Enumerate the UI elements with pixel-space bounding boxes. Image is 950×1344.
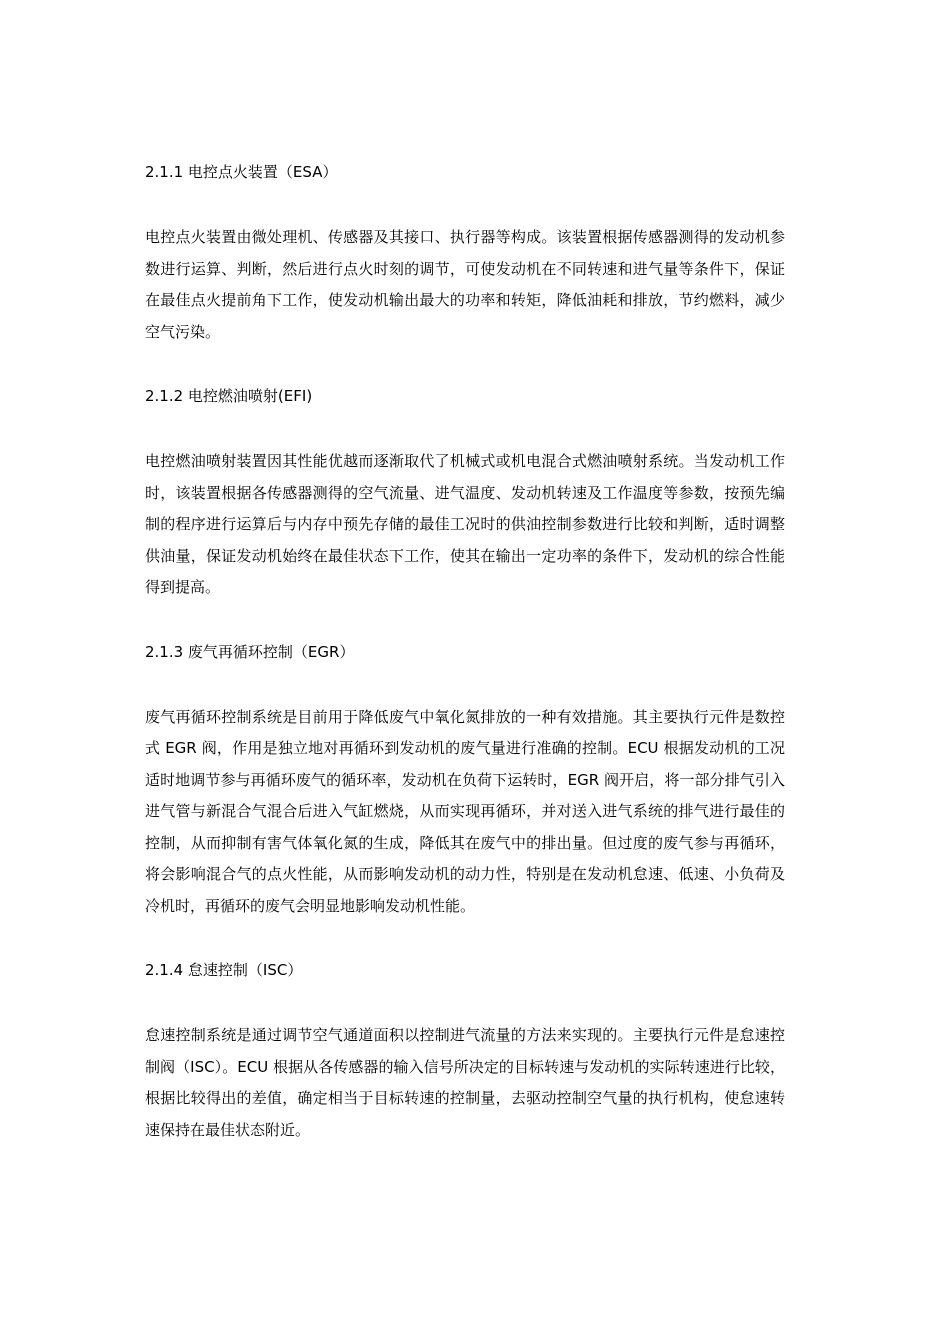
section-heading-esa: 2.1.1 电控点火装置（ESA） bbox=[145, 163, 338, 181]
section-heading-efi: 2.1.2 电控燃油喷射(EFI) bbox=[145, 387, 313, 405]
section-heading-isc: 2.1.4 怠速控制（ISC） bbox=[145, 961, 303, 979]
document-page bbox=[145, 160, 785, 1146]
section-body-efi: 电控燃油喷射装置因其性能优越而逐渐取代了机械式或机电混合式燃油喷射系统。当发动机工作时，该装置根据各传感器测得的空气流量、进气温度、发动机转速及工作温度等参数，按预先编制的程序进行运算后与内存中预先存储的最佳工况时的供油控制参数进行比较和判断，适时调整供油量，保证发动机始终在最佳状态下工作，使其在输出一定功率的条件下，发动机的综合性能得到提高。 bbox=[145, 452, 785, 596]
section-body-esa: 电控点火装置由微处理机、传感器及其接口、执行器等构成。该装置根据传感器测得的发动机参数进行运算、判断，然后进行点火时刻的调节，可使发动机在不同转速和进气量等条件下，保证在最佳点火提前角下工作，使发动机输出最大的功率和转矩，降低油耗和排放，节约燃料，减少空气污染。 bbox=[145, 228, 785, 341]
section-body-isc: 怠速控制系统是通过调节空气通道面积以控制进气流量的方法来实现的。主要执行元件是怠速控制阀（ISC）。ECU 根据从各传感器的输入信号所决定的目标转速与发动机的实际转速进行比较，根据比较得出的差值，确定相当于目标转速的控制量，去驱动控制空气量的执行机构，使怠速转速保持在最佳状态附近。 bbox=[145, 1026, 785, 1139]
section-heading-egr: 2.1.3 废气再循环控制（EGR） bbox=[145, 642, 355, 661]
section-body-egr: 废气再循环控制系统是目前用于降低废气中氧化氮排放的一种有效措施。其主要执行元件是数控式 EGR 阀，作用是独立地对再循环到发动机的废气量进行准确的控制。ECU 根据发动机的工况适时地调节参与再循环废气的循环率，发动机在负荷下运转时，EGR 阀开启，将一部分排气引入进气管与新混合气混合后进入气缸燃烧，从而实现再循环，并对送入进气系统的排气进行最佳的控制，从而抑制有害气体氧化氮的生成，降低其在废气中的排出量。但过度的废气参与再循环，将会影响混合气的点火性能，从而影响发动机的动力性，特别是在发动机怠速、低速、小负荷及冷机时，再循环的废气会明显地影响发动机性能。 bbox=[145, 707, 785, 915]
